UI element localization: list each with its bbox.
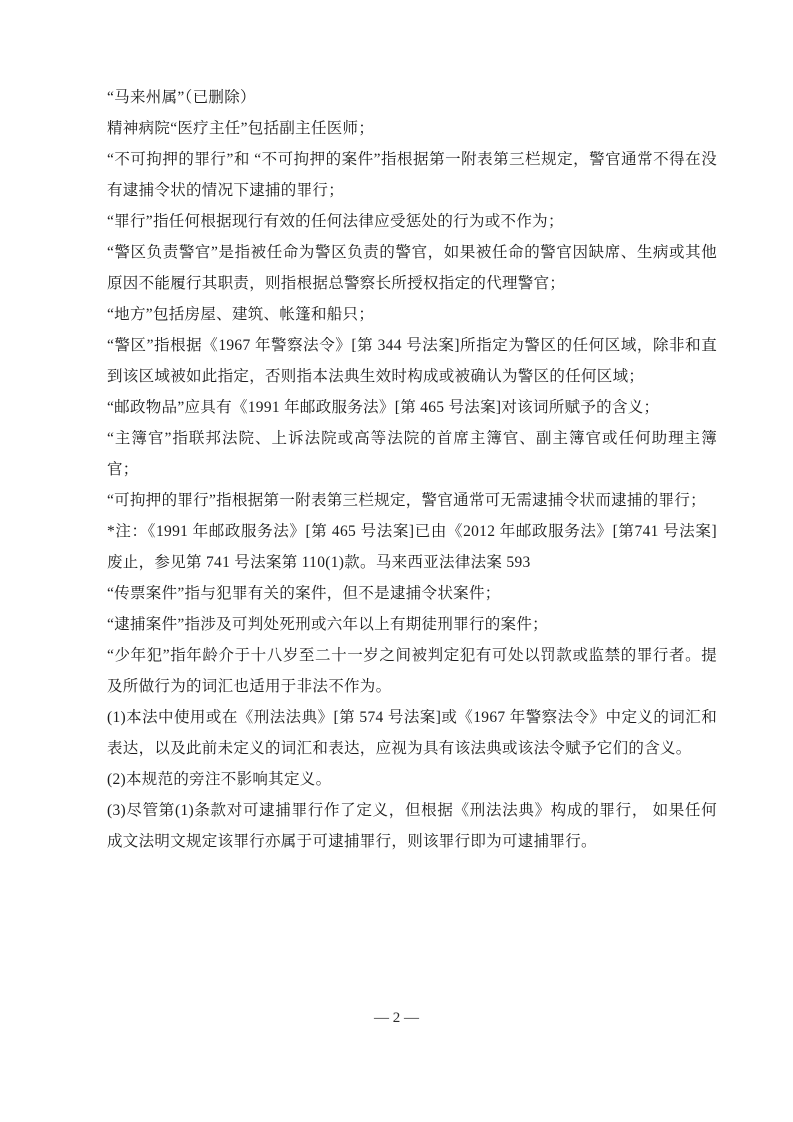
paragraph: “马来州属”（已删除） (107, 89, 256, 106)
paragraph: “警区”指根据《1967 年警察法令》[第 344 号法案]所指定为警区的任何区域，除非和直到该区域被如此指定，否则指本法典生效时构成或被确认为警区的任何区域； (107, 337, 717, 385)
paragraph-footnote: *注：《1991 年邮政服务法》[第 465 号法案]已由《2012 年邮政服务法》[第741 号法案]废止，参见第 741 号法案第 110(1)款。马来西亚法律法案 593 (107, 523, 717, 571)
paragraph: 精神病院“医疗主任”包括副主任医师； (107, 120, 375, 137)
paragraph-clause-3: (3)尽管第(1)条款对可逮捕罪行作了定义，但根据《刑法法典》构成的罪行， 如果任何成文法明文规定该罪行亦属于可逮捕罪行，则该罪行即为可逮捕罪行。 (107, 802, 717, 850)
paragraph: “警区负责警官”是指被任命为警区负责的警官，如果被任命的警官因缺席、生病或其他原因不能履行其职责，则指根据总警察长所授权指定的代理警官； (107, 244, 717, 292)
page-number: — 2 — (374, 1010, 419, 1026)
paragraph: “逮捕案件”指涉及可判处死刑或六年以上有期徒刑罪行的案件； (107, 616, 548, 633)
paragraph: “可拘押的罪行”指根据第一附表第三栏规定，警官通常可无需逮捕令状而逮捕的罪行； (107, 492, 706, 509)
paragraph: “罪行”指任何根据现行有效的任何法律应受惩处的行为或不作为； (107, 213, 564, 230)
paragraph: “地方”包括房屋、建筑、帐篷和船只； (107, 306, 375, 323)
paragraph: “少年犯”指年龄介于十八岁至二十一岁之间被判定犯有可处以罚款或监禁的罪行者。提及所做行为的词汇也适用于非法不作为。 (107, 647, 717, 695)
paragraph: “主簿官”指联邦法院、上诉法院或高等法院的首席主簿官、副主簿官或任何助理主簿官； (107, 430, 717, 478)
paragraph: “传票案件”指与犯罪有关的案件，但不是逮捕令状案件； (107, 585, 501, 602)
paragraph-clause-1: (1)本法中使用或在《刑法法典》[第 574 号法案]或《1967 年警察法令》中定义的词汇和表达，以及此前未定义的词汇和表达，应视为具有该法典或该法令赋予它们的含义。 (107, 709, 717, 757)
paragraph: “邮政物品”应具有《1991 年邮政服务法》[第 465 号法案]对该词所赋予的含义； (107, 399, 660, 416)
page-body-text (107, 82, 717, 857)
paragraph: “不可拘押的罪行”和 “不可拘押的案件”指根据第一附表第三栏规定，警官通常不得在没有逮捕令状的情况下逮捕的罪行； (107, 151, 717, 199)
paragraph-clause-2: (2)本规范的旁注不影响其定义。 (107, 771, 332, 788)
